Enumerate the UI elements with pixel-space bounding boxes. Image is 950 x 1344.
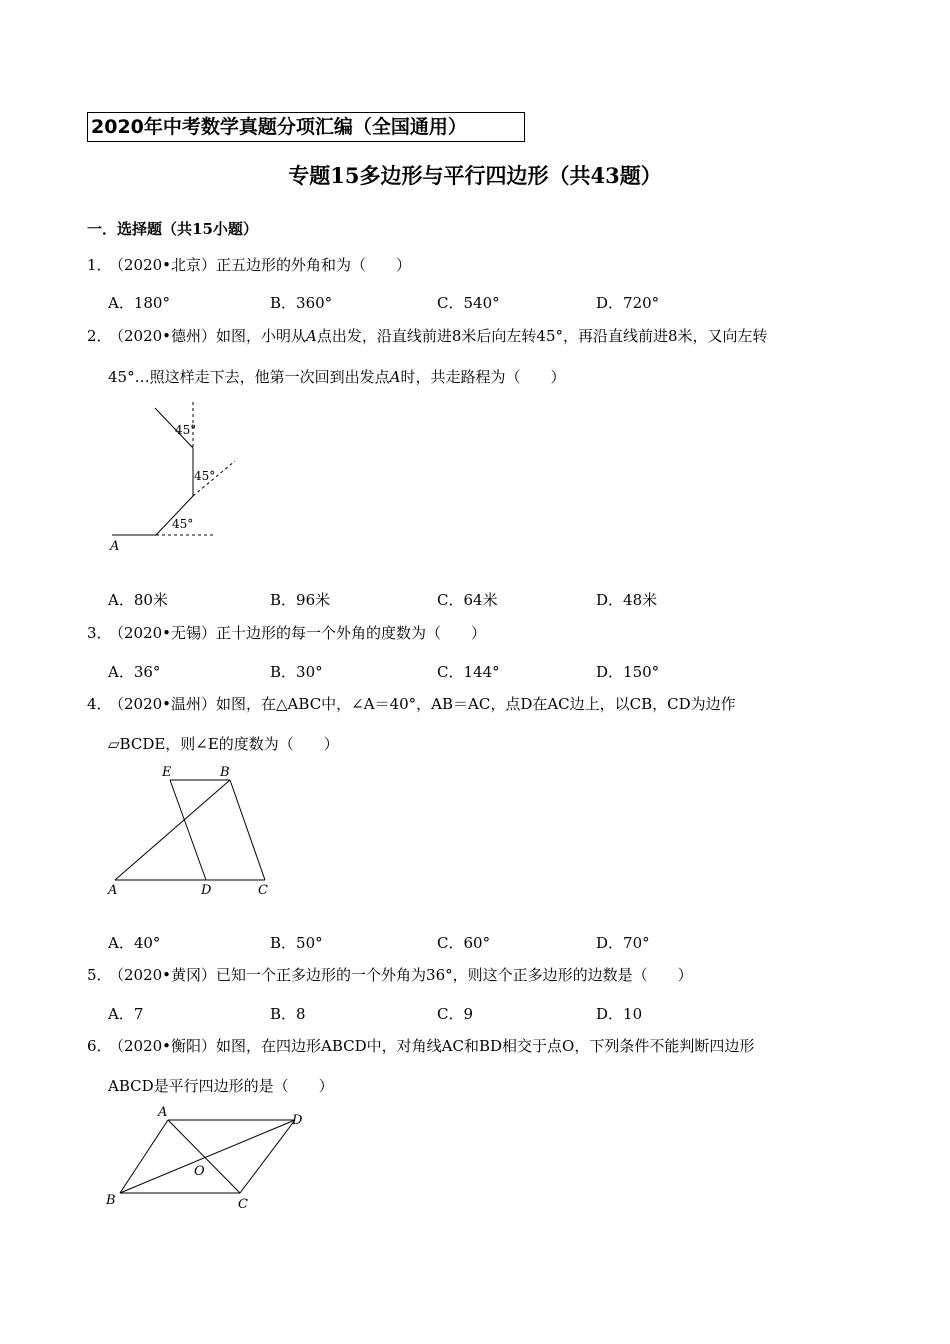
question-4-line-2: ▱BCDE，则∠E的度数为（ ） [108, 735, 339, 753]
option-c: C．9 [437, 1005, 474, 1023]
point-label: B [220, 765, 230, 780]
question-text: （2020•无锡）正十边形的每一个外角的度数为（ ） [109, 624, 487, 642]
question-6-line-2: ABCD是平行四边形的是（ ） [108, 1077, 334, 1095]
option-c: C．540° [437, 294, 500, 312]
point-label: C [258, 883, 268, 898]
page-title: 专题15多边形与平行四边形（共43题） [288, 163, 662, 188]
angle-label: 45° [194, 469, 216, 483]
collection-header: 2020年中考数学真题分项汇编（全国通用） [87, 112, 525, 142]
point-label: B [106, 1193, 116, 1208]
parallelogram-abcd-figure [100, 1100, 315, 1220]
angle-label: 45° [172, 517, 194, 531]
point-label: E [162, 765, 172, 780]
option-b: B．50° [270, 934, 323, 952]
question-text: 点出发，沿直线前进8米后向左转45°，再沿直线前进8米，又向左转 [316, 327, 768, 345]
option-b: B．30° [270, 663, 323, 681]
point-variable: A [389, 368, 401, 386]
option-a: A．40° [108, 934, 161, 952]
question-number: 4． [87, 695, 112, 713]
option-d: D．10 [596, 1005, 643, 1023]
section-heading: 一．选择题（共15小题） [87, 220, 258, 238]
question-1 [87, 247, 867, 284]
point-label: D [201, 883, 212, 898]
parallelogram-bcde-figure [100, 760, 285, 900]
question-text: （2020•黄冈）已知一个正多边形的一个外角为36°，则这个正多边形的边数是（ ） [109, 966, 693, 984]
option-c: C．144° [437, 663, 500, 681]
option-d: D．720° [596, 294, 660, 312]
angle-label: 45° [175, 423, 197, 437]
question-text: 45°…照这样走下去，他第一次回到出发点 [108, 368, 390, 386]
point-label: A [158, 1105, 168, 1120]
question-text: （2020•温州）如图，在△ABC中，∠A＝40°，AB＝AC，点D在AC边上，以CB，CD为边作 [109, 695, 736, 713]
option-b: B．360° [270, 294, 333, 312]
option-d: D．150° [596, 663, 660, 681]
point-label: A [108, 883, 118, 898]
question-text: （2020•衡阳）如图，在四边形ABCD中，对角线AC和BD相交于点O，下列条件不能判断四边形 [109, 1037, 755, 1055]
option-c: C．60° [437, 934, 491, 952]
option-a: A．36° [108, 663, 161, 681]
question-text: 时，共走路程为（ ） [400, 368, 566, 386]
point-label: C [238, 1197, 248, 1212]
option-a: A．80米 [108, 591, 168, 609]
question-number: 3． [87, 624, 112, 642]
point-label: D [292, 1113, 303, 1128]
question-4 [87, 686, 867, 723]
question-5 [87, 957, 867, 994]
question-number: 6． [87, 1037, 112, 1055]
option-a: A．7 [108, 1005, 144, 1023]
question-text: （2020•北京）正五边形的外角和为（ ） [109, 256, 412, 274]
option-c: C．64米 [437, 591, 498, 609]
option-d: D．48米 [596, 591, 658, 609]
question-number: 1． [87, 256, 112, 274]
point-label: A [110, 539, 120, 554]
option-d: D．70° [596, 934, 650, 952]
question-text: （2020•德州）如图，小明从 [109, 327, 307, 345]
question-3 [87, 615, 867, 652]
question-number: 2． [87, 327, 112, 345]
point-label: O [194, 1164, 205, 1179]
walking-path-figure [100, 398, 260, 558]
question-2 [87, 318, 867, 355]
point-variable: A [306, 327, 317, 345]
question-number: 5． [87, 966, 112, 984]
question-2-line-2 [108, 366, 565, 387]
question-6 [87, 1028, 867, 1065]
option-b: B．8 [270, 1005, 306, 1023]
option-a: A．180° [108, 294, 170, 312]
option-b: B．96米 [270, 591, 331, 609]
